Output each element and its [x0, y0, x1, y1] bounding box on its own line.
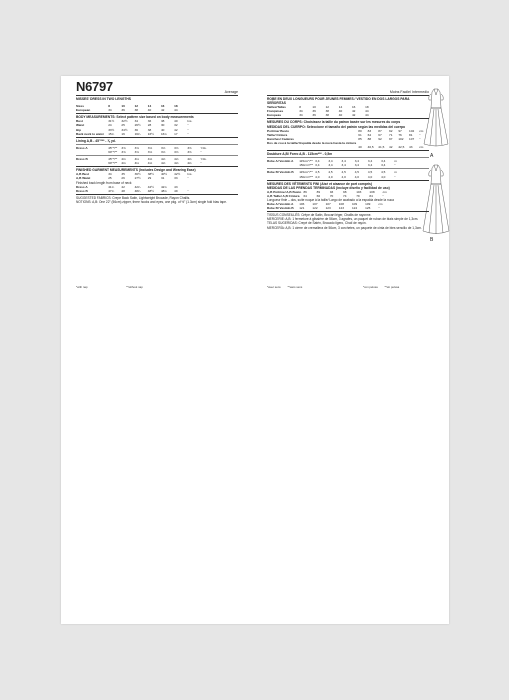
unit-cell: "	[187, 176, 189, 181]
value-cell: 44	[365, 113, 369, 118]
value-cell: 3⅝	[134, 149, 139, 154]
size-table-fr-es	[267, 105, 392, 117]
footnote-con-pelusa: *con pelusa	[363, 285, 378, 289]
table-row	[267, 145, 429, 149]
notions: NOTIONS: A,B: One 22" (56cm) zipper, three hooks and eyes, one pkg. of ½" (1.3cm) single fold bias tape.	[76, 199, 227, 204]
footnote-sans-sens: **sans sens	[287, 285, 303, 289]
table-row	[267, 175, 407, 179]
row-label: Dos de cou à la taille/ Espalda desde la nuca hasta la cintura	[267, 140, 357, 145]
value-cell: 12	[325, 105, 330, 110]
value-cell: 4⅛	[187, 157, 192, 162]
value-cell: 42½	[174, 172, 181, 177]
value-cell: 4⅛	[134, 161, 139, 166]
width-cell: 45"*/**	[108, 157, 118, 162]
value-cell: 14	[338, 105, 343, 110]
value-cell: 3,4	[354, 163, 360, 168]
footnote-without-nap: **without nap	[126, 285, 143, 289]
value-cell: 4⅛	[174, 157, 179, 162]
value-cell: 42¼	[134, 184, 141, 189]
back-length-label-fr-es: Longueur finie – dos, suite nuque à la taille/ Largo de acabado a la espalda desde la nuca	[267, 197, 394, 202]
value-cell: 24	[108, 123, 112, 128]
value-cell: 97	[398, 128, 402, 133]
row-label: A,B Taille/ A,B Cintura	[267, 193, 300, 198]
value-cell: 4⅛	[121, 157, 126, 162]
size-cell: 34	[108, 108, 112, 113]
value-cell: 31½	[108, 119, 115, 124]
value-cell: 16¼	[134, 131, 141, 136]
value-cell: 3⅝	[174, 149, 179, 154]
width-cell: 115cm*/**	[299, 159, 313, 164]
french-spanish-column	[267, 80, 429, 230]
size-cell: 40	[147, 108, 152, 113]
value-cell: 4,5	[381, 170, 386, 175]
value-cell: 80	[358, 128, 362, 133]
value-cell: 70	[329, 193, 334, 198]
value-cell: 81	[409, 132, 413, 137]
value-cell: 3⅝	[147, 149, 153, 154]
value-cell: 89	[316, 189, 321, 194]
value-cell: 3,4	[328, 159, 333, 164]
table-row	[76, 161, 214, 165]
unit-cell: "	[187, 131, 189, 136]
european-label: European	[76, 108, 91, 113]
value-cell: 40	[174, 119, 178, 124]
value-cell: 106	[299, 202, 305, 207]
size-cell: 14	[147, 104, 152, 109]
suggested-fabrics: SUGGESTED FABRICS: Crepe Back Satin, Lightweight Brocade, Rayon Challis.	[76, 195, 191, 200]
unit-cell: m	[394, 170, 397, 175]
garment-title-fr-es: ROBE EN DEUX LONGUEURS POUR JEUNES FEMMES / VESTIDO EN DOS LARGOS PARA SEÑORITAS	[267, 97, 410, 106]
robe-a-yardage	[267, 159, 407, 167]
value-cell: 16	[121, 131, 125, 136]
table-row	[267, 163, 407, 167]
value-cell: 4,0	[315, 174, 320, 179]
value-cell: 31	[160, 176, 165, 181]
value-cell: 32½	[121, 119, 128, 124]
value-cell: 3⅝	[160, 145, 166, 150]
value-cell: 3⅝	[121, 145, 126, 150]
value-cell: 32	[174, 123, 178, 128]
footnote-sin-pelusa: **sin pelusa	[384, 285, 400, 289]
unit-cell: cm	[378, 202, 383, 207]
value-cell: 41¾	[108, 184, 115, 189]
footnote-avec-sens: *avec sens	[267, 285, 281, 289]
dress-b-drawing	[423, 165, 449, 234]
value-cell: 122	[312, 206, 318, 211]
value-cell: 4,5	[315, 170, 320, 175]
size-cell: 8	[108, 104, 110, 109]
unit-cell: Ins.	[187, 119, 193, 124]
unit-cell: Yds.	[200, 145, 207, 150]
dress-b-yardage	[76, 157, 214, 165]
value-cell: 3⅝	[134, 145, 139, 150]
value-cell: 85	[358, 136, 362, 141]
width-cell: 60"*/**	[108, 149, 118, 154]
value-cell: 40,5	[367, 145, 374, 150]
value-cell: 16½	[147, 131, 154, 136]
size-cell: 44	[174, 108, 178, 113]
value-cell: 38	[147, 127, 152, 132]
header-row-right	[267, 80, 429, 94]
value-cell: 40	[338, 109, 343, 114]
header-row	[76, 80, 238, 94]
value-cell: 84	[369, 193, 373, 198]
unit-cell: "	[419, 136, 421, 141]
table-row	[267, 113, 392, 117]
finished-measurements-title: FINISHED GARMENT MEASUREMENTS (Includes Design and Wearing Ease)	[76, 168, 196, 173]
value-cell: 4,0	[341, 174, 346, 179]
value-cell: 48¼	[134, 188, 141, 193]
unit-cell	[378, 113, 391, 117]
value-cell: 3,4	[341, 163, 346, 168]
value-cell: 71	[388, 132, 393, 137]
value-cell: 121	[299, 206, 305, 211]
value-cell: 34	[108, 172, 112, 177]
value-cell: 3,4	[381, 159, 386, 164]
size-cell: 16	[160, 104, 165, 109]
value-cell: 4⅛	[174, 161, 179, 166]
value-cell: 3,4	[354, 159, 360, 164]
value-cell: 103	[356, 189, 362, 194]
row-label: Waist	[76, 123, 85, 128]
size-cell: 36	[121, 108, 125, 113]
lining-label: Lining A,B - 45"*** - ⅞ yd.	[76, 138, 116, 143]
value-cell: 36½	[134, 172, 141, 177]
value-cell: 64	[367, 132, 372, 137]
back-length-table-fr-es	[267, 202, 392, 210]
unit-cell: "	[187, 188, 189, 193]
unit-cell: "	[378, 206, 380, 211]
mercerie: MERCERIE: A,B: 1 fermeture à glissière de 56cm, 3 agrafes, un paquet de ruban de biais simple de 1,3cm.	[267, 217, 419, 222]
row-group-label: Robe A/ Vestido A	[267, 159, 294, 164]
value-cell: 36	[312, 109, 316, 114]
value-cell: 41,5	[378, 145, 385, 150]
merceria: MERCERÍA: A,B: 1 cierre de cremallera de 56cm, 3 corchetes, un paquete de cinta de bies sencillo de 1,3cm.	[267, 225, 422, 230]
unit-cell: "	[419, 132, 421, 137]
value-cell: 4,0	[367, 174, 373, 179]
body-measurements-title-es: MEDIDAS DEL CUERPO: Seleccione el tamaño del patrón según las medidas del cuerpo	[267, 124, 406, 129]
value-cell: 10	[312, 105, 316, 110]
value-cell: 3,4	[328, 163, 333, 168]
value-cell: 3,4	[381, 163, 386, 168]
footnote-fr-es	[267, 285, 467, 289]
english-column	[76, 80, 238, 204]
pattern-envelope-back	[61, 76, 449, 624]
unit-cell: "	[394, 174, 396, 179]
value-cell: 3,4	[367, 163, 373, 168]
row-label: Tailles/Tallas	[267, 105, 286, 110]
value-cell: 49	[174, 188, 178, 193]
value-cell: 35	[121, 172, 125, 177]
value-cell: 107	[312, 202, 318, 207]
body-measurements-title: BODY MEASUREMENTS: Select pattern size based on body measurements	[76, 115, 194, 120]
value-cell: 27½	[134, 176, 141, 181]
value-cell: 4,5	[328, 170, 333, 175]
row-group-label	[267, 175, 299, 179]
value-cell: 43	[409, 145, 413, 150]
table-row	[267, 206, 392, 210]
row-group-label	[76, 150, 108, 154]
value-cell: 48½	[147, 188, 154, 193]
value-cell: 42	[388, 145, 393, 150]
value-cell: 98	[343, 189, 347, 194]
value-cell: 34½	[121, 127, 128, 132]
footnote-with-nap: *with nap	[76, 285, 88, 289]
value-cell: 3,4	[315, 163, 320, 168]
row-group-label	[267, 163, 299, 167]
value-cell: 4,0	[354, 174, 360, 179]
value-cell: 4⅛	[160, 161, 166, 166]
value-cell: 79	[356, 193, 360, 198]
value-cell: 3,4	[341, 159, 346, 164]
unit-cell: "	[187, 123, 189, 128]
row-label: Bust	[76, 119, 83, 124]
table-row	[76, 108, 187, 112]
size-cell: 10	[121, 104, 125, 109]
value-cell: 34	[299, 113, 303, 118]
view-label-a: A	[430, 153, 434, 159]
value-cell: 87	[378, 128, 382, 133]
value-cell: 42	[351, 109, 356, 114]
finished-measurements-table-fr-es	[267, 190, 396, 198]
value-cell: 4⅛	[121, 161, 126, 166]
value-cell: 4,5	[354, 170, 360, 175]
pattern-number: N6797	[76, 79, 113, 94]
value-cell: 42¾	[160, 184, 167, 189]
value-cell: 26½	[134, 123, 141, 128]
row-group-label: Robe B/ Vestido B	[267, 170, 294, 175]
size-cell: 18	[174, 104, 178, 109]
dress-a-yardage	[76, 146, 214, 154]
value-cell: 25	[108, 176, 112, 181]
row-label: A,B Bust	[76, 172, 90, 177]
value-cell: 107	[409, 136, 415, 141]
value-cell: 8	[299, 105, 301, 110]
value-cell: 26	[121, 176, 125, 181]
value-cell: 15¾	[108, 131, 115, 136]
value-cell: 38	[325, 109, 330, 114]
footnote	[76, 285, 143, 289]
back-length-table	[76, 185, 201, 193]
value-cell: 28	[147, 123, 152, 128]
value-cell: 4⅛	[160, 157, 166, 162]
value-cell: 3⅝	[160, 149, 166, 154]
unit-cell: cm	[419, 128, 424, 133]
value-cell: 48¾	[160, 188, 167, 193]
row-label: Poitrine/ Busto	[267, 128, 290, 133]
width-cell: 115cm*/**	[299, 170, 313, 175]
value-cell: 3⅝	[147, 145, 153, 150]
value-cell: 3⅝	[187, 145, 192, 150]
size-cell: 42	[160, 108, 165, 113]
value-cell: 3⅝	[187, 149, 192, 154]
row-label	[267, 145, 358, 149]
value-cell: 25	[121, 123, 125, 128]
dress-technical-drawings	[421, 86, 451, 256]
skill-level: Average	[224, 89, 238, 94]
row-label: Françaises	[267, 109, 284, 114]
unit-cell: Yds.	[200, 157, 207, 162]
size-label: Sizes	[76, 104, 84, 109]
unit-cell: m	[394, 159, 397, 164]
table-row	[76, 189, 201, 193]
value-cell: 124	[351, 206, 358, 211]
row-label: Robe B/ Vestido B	[267, 206, 294, 211]
table-row	[76, 132, 201, 136]
value-cell: 40	[338, 113, 343, 118]
value-cell: 67	[378, 132, 382, 137]
value-cell: 3⅝	[121, 149, 126, 154]
value-cell: 61	[358, 132, 362, 137]
table-row	[76, 150, 214, 154]
row-label: Europeas	[267, 113, 282, 118]
value-cell: 36	[312, 113, 316, 118]
row-group-label	[76, 161, 108, 165]
value-cell: 4⅛	[187, 161, 192, 166]
width-cell: 60"*/**	[108, 161, 118, 166]
skill-level-fr-es: Moins Facile/ Intermedio	[389, 89, 429, 94]
value-cell: 16¾	[160, 131, 167, 136]
row-label: Dress A	[76, 184, 88, 189]
row-label: A,B Poitrine/ A,B Busto	[267, 189, 302, 194]
unit-cell: "	[187, 127, 189, 132]
size-cell: 12	[134, 104, 139, 109]
width-cell: 150cm*/**	[299, 163, 313, 168]
row-label: Dress B	[76, 188, 88, 193]
value-cell: 4,0	[381, 174, 386, 179]
value-cell: 4,0	[328, 174, 333, 179]
value-cell: 83	[367, 128, 372, 133]
value-cell: 107	[325, 202, 331, 207]
value-cell: 66	[316, 193, 321, 198]
value-cell: 40	[358, 145, 362, 150]
value-cell: 108	[369, 189, 375, 194]
value-cell: 102	[409, 128, 415, 133]
value-cell: 97	[388, 136, 393, 141]
value-cell: 4,5	[341, 170, 346, 175]
body-measurements-title-fr: MESURES DU CORPS: Choisissez la taille du patron basée sur les mesures du corps	[267, 120, 401, 125]
value-cell: 86	[303, 189, 307, 194]
value-cell: 40½	[160, 172, 167, 177]
value-cell: 74	[343, 193, 347, 198]
unit-cell: "	[394, 163, 396, 168]
robe-b-yardage	[267, 170, 407, 178]
value-cell: 34	[299, 109, 303, 114]
value-cell: 123	[338, 206, 344, 211]
row-label: Hip	[76, 127, 81, 132]
value-cell: 42	[121, 184, 125, 189]
finished-measurements-table	[76, 172, 201, 180]
value-cell: 33	[174, 176, 178, 181]
width-cell: 150cm*/**	[299, 174, 313, 179]
unit-cell: Ins.	[187, 172, 193, 177]
value-cell: 109	[351, 202, 358, 207]
back-length-label: Finished back length from base of neck	[76, 180, 132, 185]
value-cell: 4⅛	[147, 161, 153, 166]
value-cell: 88	[367, 136, 372, 141]
value-cell: 4,5	[367, 170, 373, 175]
value-cell: 3,4	[367, 159, 373, 164]
size-table	[76, 104, 187, 112]
body-measurements-table	[76, 119, 201, 135]
value-cell: 47¾	[108, 188, 115, 193]
tissus: TISSUS CONSEILLÉS: Crêpe de Satin, Brocart léger, Challis de rayonne.	[267, 213, 372, 218]
size-cell: 38	[134, 108, 139, 113]
value-cell: 125	[365, 206, 371, 211]
value-cell: 36	[134, 127, 139, 132]
row-label: A,B Waist	[76, 176, 91, 181]
value-cell: 3⅝	[174, 145, 179, 150]
value-cell: 30	[160, 123, 165, 128]
value-cell: 38	[325, 113, 330, 118]
unit-cell: cm	[382, 189, 387, 194]
value-cell: 102	[398, 136, 404, 141]
value-cell: 123	[325, 206, 331, 211]
value-cell: 38	[160, 119, 165, 124]
row-group-label: Dress A	[76, 145, 88, 150]
unit-cell: "	[200, 161, 202, 166]
row-label: Robe A/ Vestido A	[267, 202, 294, 207]
row-label: Hanches/ Caderas	[267, 136, 294, 141]
value-cell: 4⅛	[134, 157, 139, 162]
value-cell: 33½	[108, 127, 115, 132]
value-cell: 42½	[147, 184, 154, 189]
value-cell: 17	[174, 131, 178, 136]
value-cell: 92	[388, 128, 393, 133]
value-cell: 48	[121, 188, 125, 193]
value-cell: 4⅛	[147, 157, 153, 162]
value-cell: 42	[174, 127, 178, 132]
value-cell: 76	[398, 132, 402, 137]
row-label: Back neck to waist	[76, 131, 104, 136]
width-cell: 45"*/**	[108, 145, 118, 150]
value-cell: 109	[365, 202, 371, 207]
value-cell: 16	[351, 105, 356, 110]
telas: TELAS SUGERIDAS: Crepé de Satén, Brocado ligero, Chalí de rayón.	[267, 221, 367, 226]
row-group-label: Dress B	[76, 157, 88, 162]
value-cell: 38½	[147, 172, 154, 177]
garment-title: MISSES' DRESS IN TWO LENGTHS	[76, 97, 132, 101]
value-cell: 64	[303, 193, 307, 198]
dress-a-drawing	[424, 89, 448, 146]
unit-cell: cm	[419, 145, 424, 150]
value-cell: 108	[338, 202, 344, 207]
value-cell: 34	[134, 119, 139, 124]
value-cell: 40	[160, 127, 165, 132]
value-cell: 29	[147, 176, 152, 181]
unit-cell: "	[200, 149, 202, 154]
value-cell: 93	[329, 189, 334, 194]
value-cell: 44	[365, 109, 369, 114]
unit-cell: "	[382, 193, 384, 198]
value-cell: 92	[378, 136, 382, 141]
body-measurements-table-fr-es	[267, 129, 429, 149]
lining-label-fr-es: Doublure A,B/ Forro A,B - 115cm*** - 0,5m	[267, 152, 333, 157]
value-cell: 43	[174, 184, 178, 189]
value-cell: 36	[147, 119, 152, 124]
value-cell: 3,4	[315, 159, 320, 164]
value-cell: 18	[365, 105, 369, 110]
view-label-b: B	[430, 237, 434, 243]
finished-measurements-title-fr: MESURES DES VÊTEMENTS FINI (Aisé et aisance de port compris)	[267, 181, 372, 186]
value-cell: 42,5	[398, 145, 405, 150]
value-cell: 42	[351, 113, 356, 118]
row-label: Taille/ Cintura	[267, 132, 288, 137]
finished-measurements-title-es: MEDIDAS DE LAS PRENDAS TERMINADAS (incluye diseño y facilidad de uso)	[267, 185, 390, 190]
